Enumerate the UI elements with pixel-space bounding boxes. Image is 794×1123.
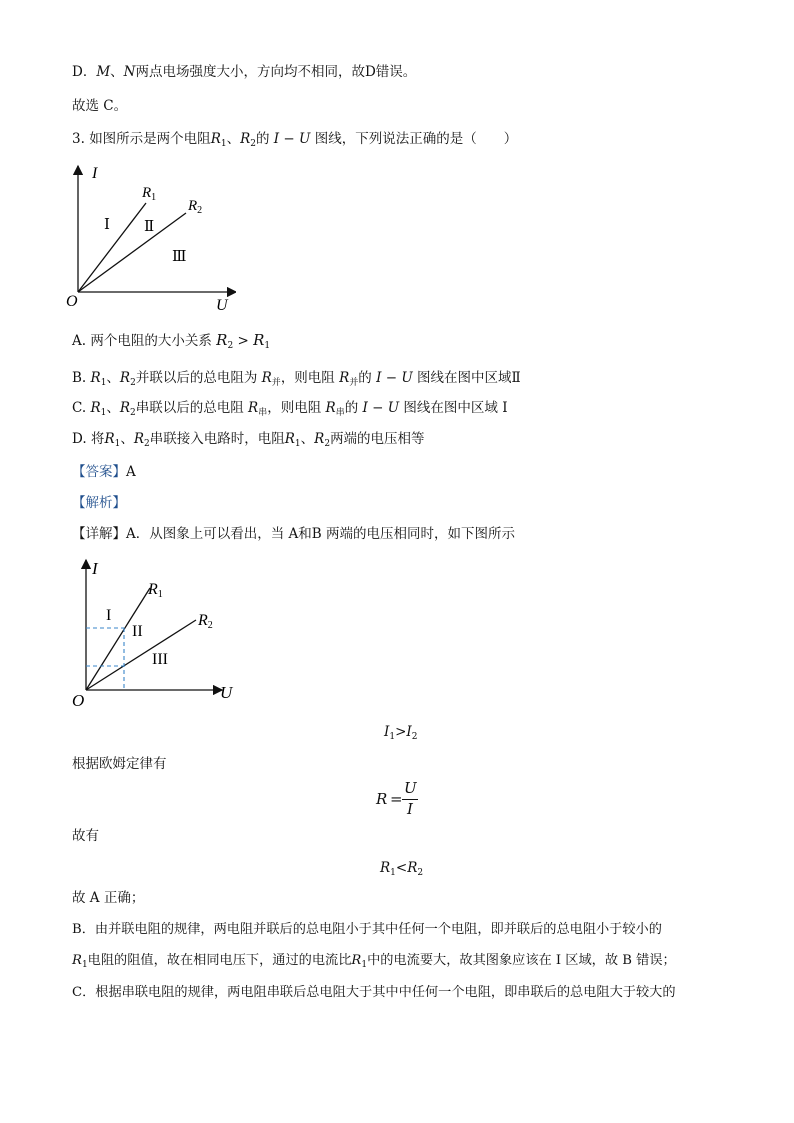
text: > <box>233 333 254 349</box>
sub: 1 <box>220 139 227 149</box>
sub: 1 <box>100 378 107 388</box>
part-c-line1 <box>72 983 676 1003</box>
sub: 串 <box>258 408 268 418</box>
sub: 2 <box>144 439 150 449</box>
text: 、 <box>300 431 315 447</box>
text: 的 <box>344 400 359 416</box>
text: 电阻的阻值，故在相同电压下，通过的电流比 <box>87 953 352 968</box>
part-b-line2 <box>72 951 676 971</box>
part-b-line1 <box>72 920 662 940</box>
text: 、 <box>106 370 120 386</box>
var-r: R <box>351 953 362 968</box>
var-r: R <box>90 370 101 386</box>
sub: 2 <box>250 139 256 149</box>
var-r: R <box>72 953 82 968</box>
option-a <box>72 330 270 351</box>
region-2-label: Ⅱ <box>144 219 155 235</box>
denominator: I <box>407 800 413 818</box>
var-i: I <box>406 724 412 740</box>
detail-line <box>72 524 515 544</box>
text: 图线在图中区域 I <box>403 400 508 416</box>
r1-label: R1 <box>148 581 163 600</box>
text: 中的电流要大，故其图象应该在 I 区域，故 B 错误； <box>367 953 676 968</box>
option-c <box>72 398 508 418</box>
text: 故 A 正确； <box>72 890 145 906</box>
text: C．根据串联电阻的规律，两电阻串联后总电阻大于其中中任何一个电阻，即串联后的总电阻大于较大的 <box>72 985 676 1000</box>
iu-graph-2 <box>70 552 245 712</box>
r2-label: $R_2$ <box>188 198 203 216</box>
var-r: R <box>376 790 388 808</box>
sub: 1 <box>294 439 301 449</box>
y-axis-label: I <box>92 559 98 578</box>
r2-label: R2 <box>198 612 213 631</box>
text: 、 <box>110 64 124 80</box>
text: 如图所示是两个电阻 <box>89 131 211 147</box>
text: 、 <box>120 431 134 447</box>
text: 串联以后的总电阻 <box>135 400 244 416</box>
answer-line <box>72 462 136 482</box>
text: D． <box>72 64 97 80</box>
sub: 2 <box>324 439 331 449</box>
question-3 <box>72 129 517 149</box>
text: 故有 <box>72 828 99 844</box>
text-line-d <box>72 62 416 82</box>
text: 故选 C。 <box>72 98 128 114</box>
var-r: R <box>380 860 391 876</box>
numerator: U <box>404 779 417 797</box>
region-3-label: Ⅲ <box>172 249 187 265</box>
iu-symbol: I − U <box>376 370 413 386</box>
sub: 1 <box>389 732 396 742</box>
text: 、 <box>106 400 120 416</box>
text: 图线在图中区域Ⅱ <box>417 370 521 386</box>
var-r: R <box>253 331 265 349</box>
iu-graph-1 <box>66 158 236 318</box>
r2-line <box>78 213 186 292</box>
sub: 1 <box>100 408 107 418</box>
equals: = <box>390 790 403 808</box>
x-axis-label: U <box>216 297 228 314</box>
var-r: R <box>90 400 101 416</box>
var-r: R <box>407 860 418 876</box>
var-r: R <box>339 370 350 386</box>
text: D. 将 <box>72 431 105 447</box>
text: > <box>395 724 407 740</box>
r1-line <box>78 203 146 292</box>
option-b <box>72 368 521 388</box>
sub: 1 <box>114 439 121 449</box>
ineq-current <box>384 722 417 742</box>
sub: 1 <box>361 960 368 970</box>
option-d <box>72 429 425 449</box>
question-number: 3. <box>72 131 85 147</box>
var-r: R <box>104 431 115 447</box>
detail-label: 【详解】 <box>72 526 126 542</box>
sub: 2 <box>411 732 418 742</box>
var-i: I <box>384 724 390 740</box>
sub: 2 <box>417 868 424 878</box>
text: A．从图象上可以看出，当 A和B 两端的电压相同时，如下图所示 <box>126 526 516 542</box>
text: < <box>395 860 408 876</box>
text: 的 <box>256 131 270 147</box>
sub: 1 <box>81 960 88 970</box>
text: ，则电阻 <box>280 370 335 386</box>
origin-label: O <box>66 293 78 310</box>
var-n: N <box>123 64 136 80</box>
analysis-label: 【解析】 <box>72 495 126 511</box>
y-axis-label: I <box>92 165 98 182</box>
sub: 串 <box>335 408 345 418</box>
text: 串联接入电路时，电阻 <box>149 431 285 447</box>
text: 图线，下列说法正确的是（ ） <box>314 131 518 147</box>
var-m: M <box>96 64 111 80</box>
analysis-line <box>72 493 126 513</box>
sub: 1 <box>390 868 396 878</box>
sub: 2 <box>130 408 136 418</box>
sub: 2 <box>227 341 234 351</box>
answer-label: 【答案】 <box>72 464 126 480</box>
var-r: R <box>284 431 295 447</box>
var-r: R <box>314 431 325 447</box>
gu-line <box>72 826 99 846</box>
text: C. <box>72 400 91 416</box>
var-r: R <box>325 400 336 416</box>
sub: 2 <box>130 378 136 388</box>
text: B. <box>72 370 91 386</box>
x-axis-label: U <box>220 683 233 702</box>
var-r: R <box>210 131 221 147</box>
region-1-label: I <box>106 607 112 624</box>
var-r: R <box>216 331 228 349</box>
r1-label: $R_1$ <box>142 185 157 203</box>
iu-symbol: I − U <box>362 400 400 416</box>
var-r: R <box>119 400 131 416</box>
region-2-label: II <box>132 623 143 640</box>
iu-symbol: I − U <box>273 131 311 147</box>
answer-value: A <box>126 464 136 480</box>
var-r: R <box>261 370 272 386</box>
conclusion-a <box>72 888 144 908</box>
var-r: R <box>133 431 145 447</box>
ohm-formula <box>376 779 436 821</box>
var-r: R <box>248 400 259 416</box>
region-1-label: Ⅰ <box>104 217 110 233</box>
text: ，则电阻 <box>267 400 322 416</box>
sub: 并 <box>271 378 281 388</box>
text: 的 <box>358 370 372 386</box>
text: 并联以后的总电阻为 <box>135 370 258 386</box>
origin-label: O <box>72 691 85 710</box>
var-r: R <box>119 370 131 386</box>
ohm-line <box>72 754 167 774</box>
region-3-label: III <box>152 651 168 668</box>
text-line-choose-c <box>72 96 127 116</box>
sub: 1 <box>264 341 271 351</box>
text: 根据欧姆定律有 <box>72 756 167 772</box>
ineq-resistance <box>380 858 423 878</box>
text: 两点电场强度大小，方向均不相同，故D错误。 <box>135 64 417 80</box>
text: 、 <box>226 131 241 147</box>
sub: 并 <box>349 378 359 388</box>
var-r: R <box>240 131 251 147</box>
text: B．由并联电阻的规律，两电阻并联后的总电阻小于其中任何一个电阻，即并联后的总电阻小于较小的 <box>72 922 662 937</box>
text: A. 两个电阻的大小关系 <box>72 333 212 349</box>
text: 两端的电压相等 <box>330 431 425 447</box>
